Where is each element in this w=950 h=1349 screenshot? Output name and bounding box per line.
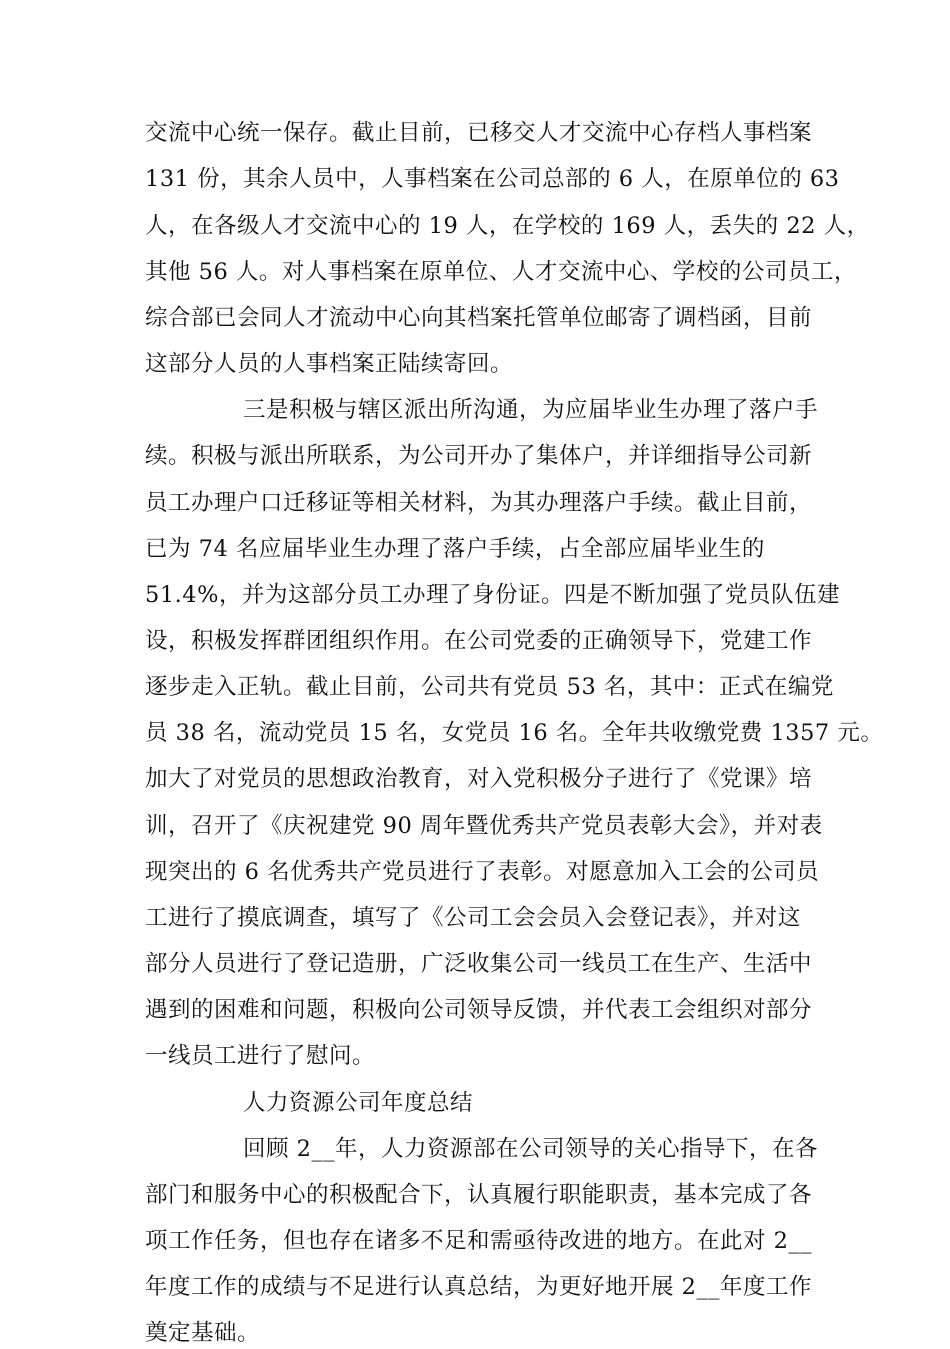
body-text-line: 131 份，其余人员中，人事档案在公司总部的 6 人，在原单位的 63 [145, 166, 840, 192]
section-title: 人力资源公司年度总结 [243, 1090, 474, 1116]
body-text-line: 员 38 名，流动党员 15 名，女党员 16 名。全年共收缴党费 1357 元。 [145, 720, 884, 746]
body-text-line: 这部分人员的人事档案正陆续寄回。 [145, 351, 514, 377]
body-text-line: 年度工作的成绩与不足进行认真总结，为更好地开展 2__年度工作 [145, 1274, 812, 1300]
paragraph-start-line: 三是积极与辖区派出所沟通，为应届毕业生办理了落户手 [243, 397, 819, 423]
body-text-line: 项工作任务，但也存在诸多不足和需亟待改进的地方。在此对 2__ [145, 1228, 812, 1254]
body-text-line: 人，在各级人才交流中心的 19 人，在学校的 169 人，丢失的 22 人， [145, 213, 870, 239]
body-text-line: 工进行了摸底调查，填写了《公司工会会员入会登记表》，并对这 [145, 905, 801, 931]
body-text-line: 部门和服务中心的积极配合下，认真履行职能职责，基本完成了各 [145, 1182, 813, 1208]
body-text-line: 一线员工进行了慰问。 [145, 1043, 376, 1069]
body-text-line: 交流中心统一保存。截止目前，已移交人才交流中心存档人事档案 [145, 120, 813, 146]
body-text-line: 现突出的 6 名优秀共产党员进行了表彰。对愿意加入工会的公司员 [145, 859, 820, 885]
body-text-line: 续。积极与派出所联系，为公司开办了集体户，并详细指导公司新 [145, 443, 813, 469]
body-text-line: 51.4%，并为这部分员工办理了身份证。四是不断加强了党员队伍建 [145, 582, 840, 608]
body-text-line: 加大了对党员的思想政治教育，对入党积极分子进行了《党课》培 [145, 766, 813, 792]
body-text-line: 奠定基础。 [145, 1320, 261, 1346]
body-text-line: 训，召开了《庆祝建党 90 周年暨优秀共产党员表彰大会》，并对表 [145, 813, 823, 839]
body-text-line: 部分人员进行了登记造册，广泛收集公司一线员工在生产、生活中 [145, 951, 813, 977]
body-text-line: 遇到的困难和问题，积极向公司领导反馈，并代表工会组织对部分 [145, 997, 813, 1023]
body-text-line: 设，积极发挥群团组织作用。在公司党委的正确领导下，党建工作 [145, 628, 813, 654]
body-text-line: 其他 56 人。对人事档案在原单位、人才交流中心、学校的公司员工， [145, 259, 857, 285]
body-text-line: 已为 74 名应届毕业生办理了落户手续，占全部应届毕业生的 [145, 536, 765, 562]
body-text-line: 员工办理户口迁移证等相关材料，为其办理落户手续。截止目前， [145, 490, 813, 516]
body-text-line: 综合部已会同人才流动中心向其档案托管单位邮寄了调档函，目前 [145, 305, 813, 331]
body-text-line: 逐步走入正轨。截止目前，公司共有党员 53 名，其中：正式在编党 [145, 674, 834, 700]
paragraph-start-line: 回顾 2__年，人力资源部在公司领导的关心指导下，在各 [243, 1136, 818, 1162]
